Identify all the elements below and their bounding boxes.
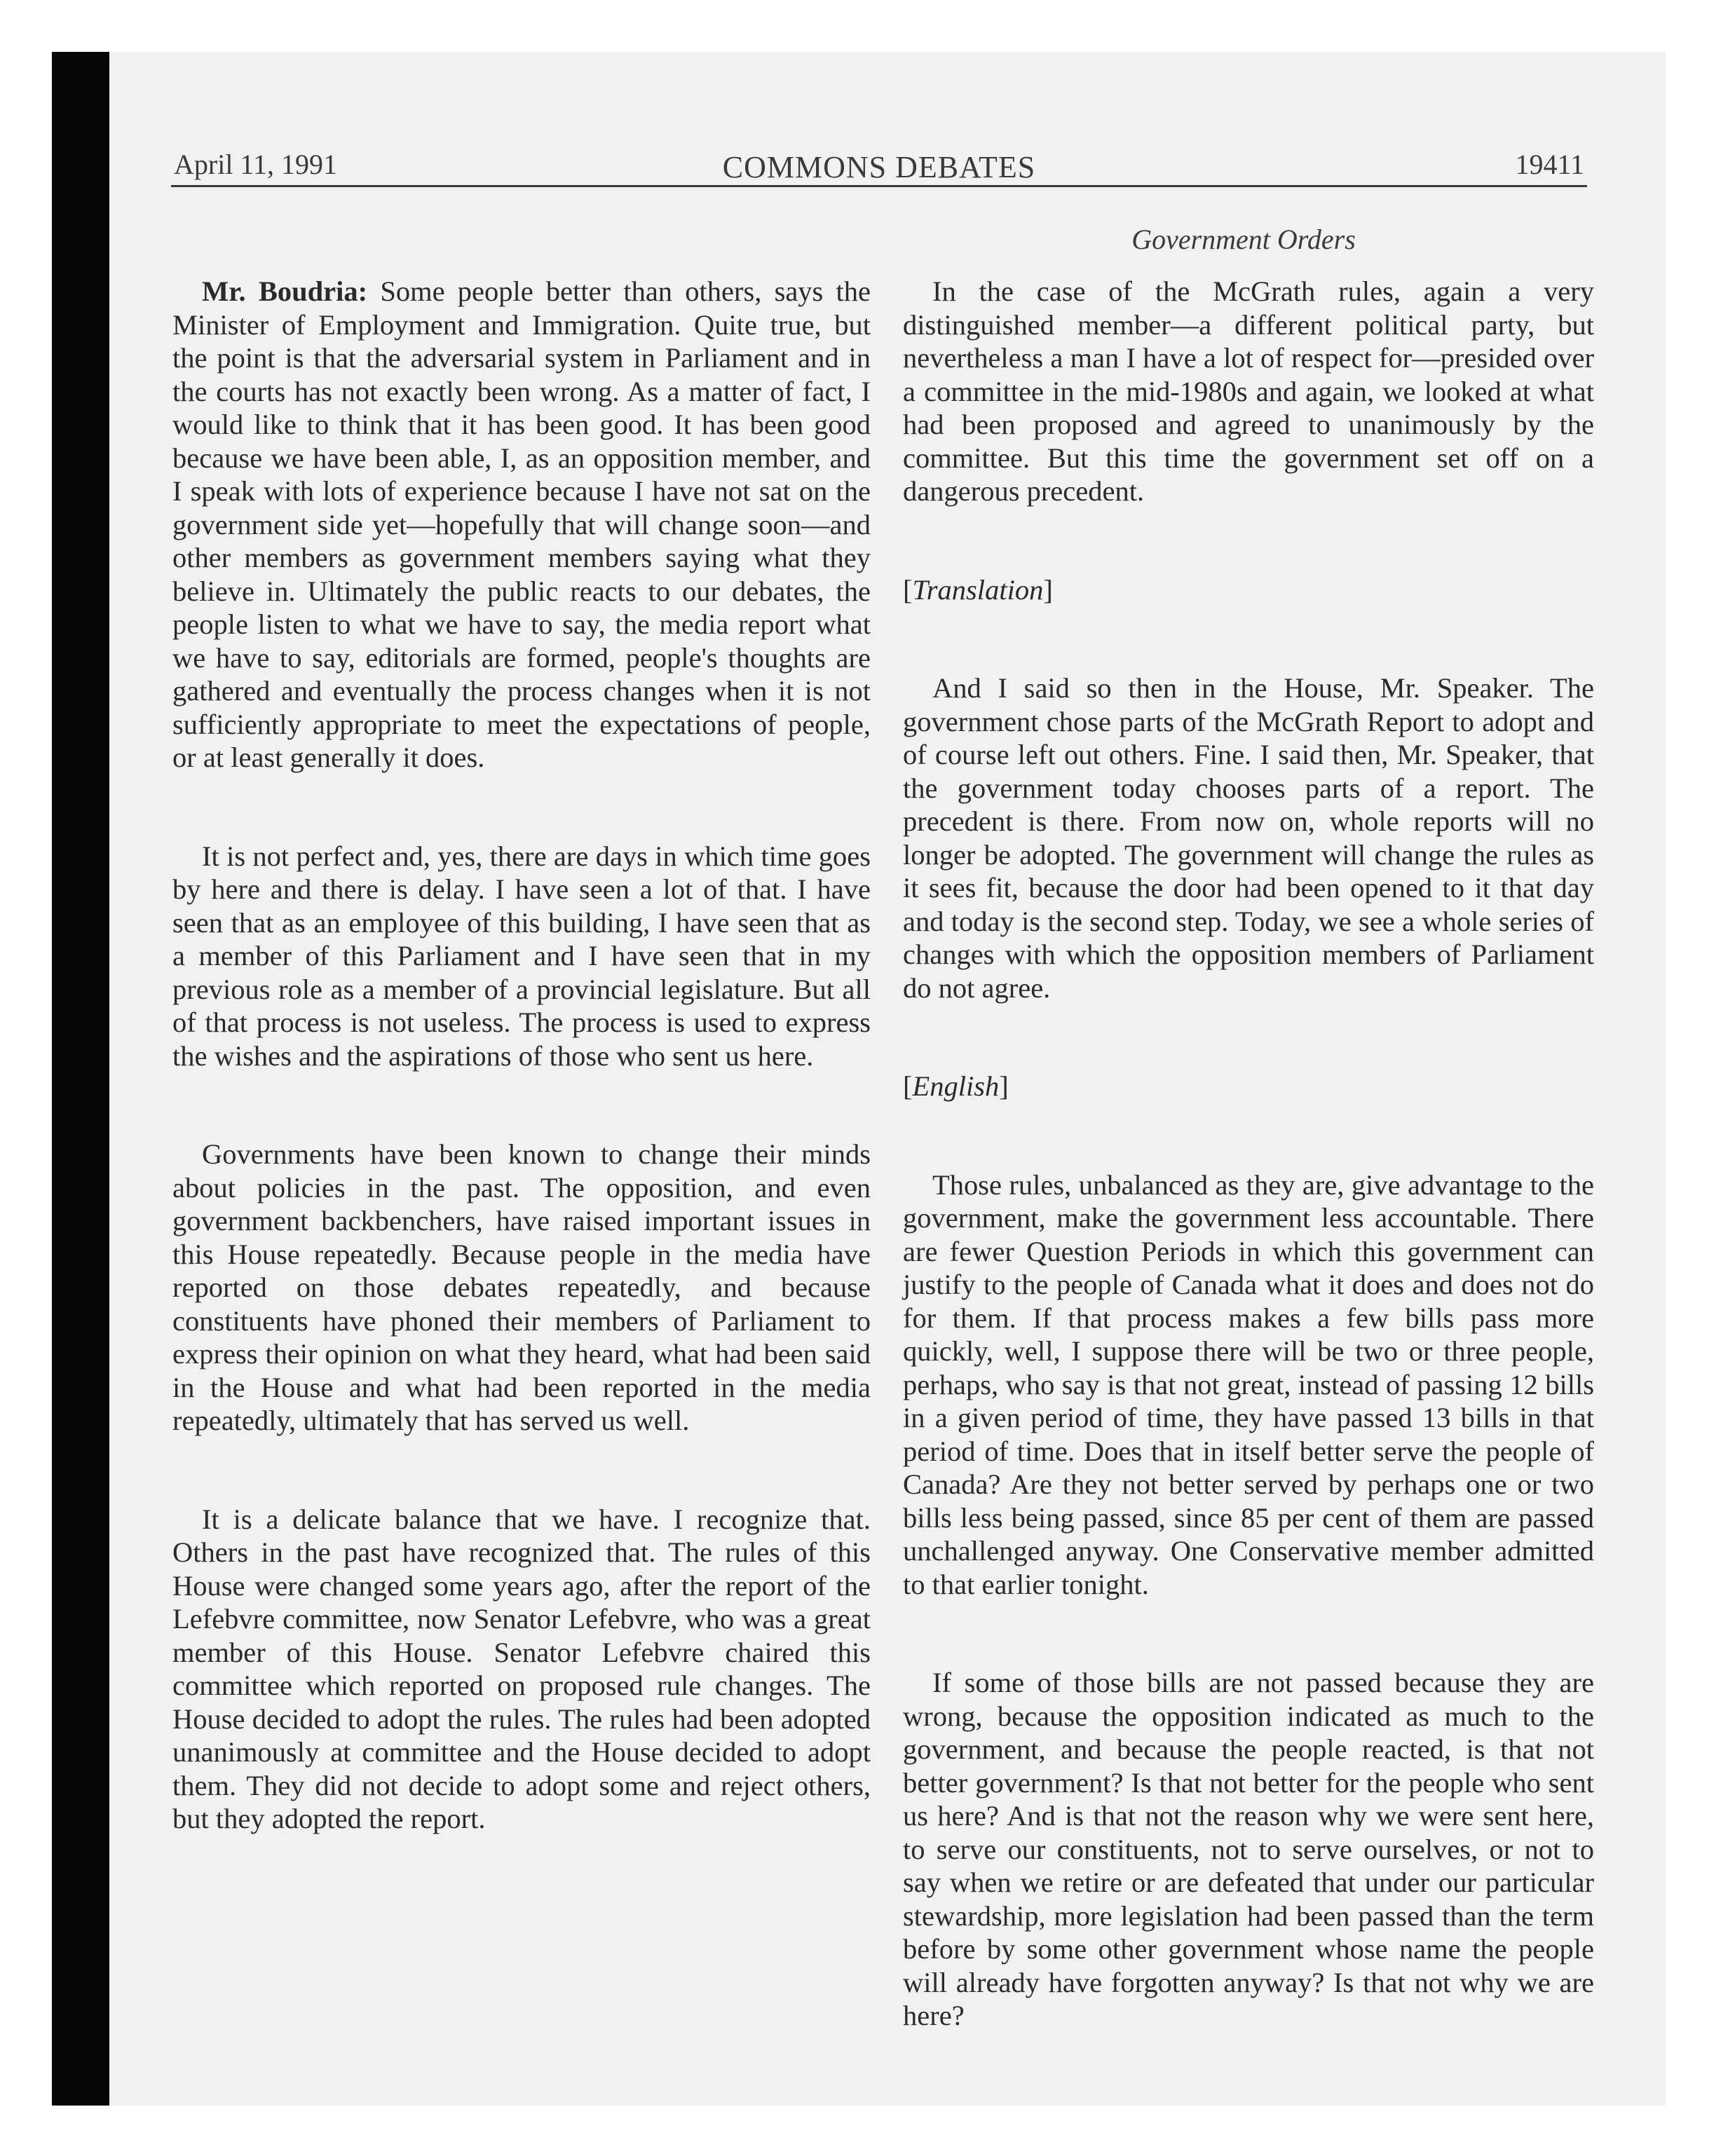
language-tag-translation: [Translation]	[903, 573, 1053, 606]
header-rule	[171, 185, 1587, 187]
language-tag-text: Translation	[912, 573, 1044, 606]
paragraph: And I said so then in the House, Mr. Speaker. The government chose parts of the McGrath Report to adopt and of course left out others. Fine. I said then, Mr. Speaker, that the government today chooses parts of a report. The precedent is there. From now on, whole reports will no longer be adopted. The government will change the rules as it sees fit, because the door had been opened to it that day and today is the second step. Today, we see a whole series of changes with which the opposition members of Parliament do not agree.	[903, 672, 1594, 1004]
publication-title: COMMONS DEBATES	[722, 150, 1036, 184]
paragraph: If some of those bills are not passed because they are wrong, because the opposition indicated as much to the government, and because the people reacted, is that not better government? Is that not better for the people who sent us here? And is that not the reason why we were sent here, to serve our constituents, not to serve ourselves, or not to say when we retire or are defeated that under our particular stewardship, more legislation had been passed than the term before by some other government whose name the people will already have forgotten anyway? Is that not why we are here?	[903, 1667, 1594, 2031]
paragraph: It is not perfect and, yes, there are days in which time goes by here and there is delay. I have seen a lot of that. I have seen that as an employee of this building, I have seen that as a member of this Parliament and I have seen that in my previous role as a member of a provincial legislature. But all of that process is not useless. The process is used to express the wishes and the aspirations of those who sent us here.	[172, 840, 871, 1072]
paragraph: Those rules, unbalanced as they are, give advantage to the government, make the government less accountable. There are fewer Question Periods in which this government can justify to the people of Canada what it does and does not do for them. If that process makes a few bills pass more quickly, well, I suppose there will be two or three people, perhaps, who say is that not great, instead of passing 12 bills in a given period of time, they have passed 13 bills in that period of time. Does that in itself better serve the people of Canada? Are they not better served by perhaps one or two bills less being passed, since 85 per cent of them are passed unchallenged anyway. One Conservative member admitted to that earlier tonight.	[903, 1168, 1594, 1600]
language-tag-english: [English]	[903, 1070, 1009, 1102]
header-date: April 11, 1991	[174, 149, 337, 180]
paragraph	[172, 275, 871, 775]
paragraph: In the case of the McGrath rules, again a very distinguished member—a different political party, but nevertheless a man I have a lot of respect for—presided over a committee in the mid-1980s and again, we looked at what had been proposed and agreed to unanimously by the committee. But this time the government set off on a dangerous precedent.	[903, 275, 1594, 507]
page-number: 19411	[1515, 149, 1584, 180]
page-header	[174, 140, 1584, 185]
scan-black-border	[52, 52, 109, 2106]
paragraph: It is a delicate balance that we have. I recognize that. Others in the past have recognized that. The rules of this House were changed some years ago, after the report of the Lefebvre committee, now Senator Lefebvre, who was a great member of this House. Senator Lefebvre chaired this committee which reported on proposed rule changes. The House decided to adopt the rules. The rules had been adopted unanimously at committee and the House decided to adopt them. They did not decide to adopt some and reject others, but they adopted the report.	[172, 1503, 871, 1834]
paragraph: Governments have been known to change their minds about policies in the past. The opposition, and even government backbenchers, have raised important issues in this House repeatedly. Because people in the media have reported on those debates repeatedly, and because constituents have phoned their members of Parliament to express their opinion on what they heard, what had been said in the House and what had been reported in the media repeatedly, ultimately that has served us well.	[172, 1138, 871, 1436]
section-label: Government Orders	[1131, 224, 1356, 255]
paragraph-text: Some people better than others, says the Minister of Employment and Immigration. Quite true, but the point is that the adversarial system in Parliament and in the courts has not exactly been wrong. As a matter of fact, I would like to think that it has been good. It has been good because we have been able, I, as an opposition member, and I speak with lots of experience because I have not sat on the government side yet—hopefully that will change soon—and other members as government members saying what they believe in. Ultimately the public reacts to our debates, the people listen to what we have to say, the media report what we have to say, editorials are formed, people's thoughts are gathered and eventually the process changes when it is not sufficiently appropriate to meet the expectations of people, or at least generally it does.	[172, 275, 871, 773]
speaker-name: Mr. Boudria:	[202, 275, 368, 307]
language-tag-text: English	[912, 1070, 1000, 1102]
left-column	[172, 275, 871, 1836]
right-column	[903, 275, 1594, 2033]
